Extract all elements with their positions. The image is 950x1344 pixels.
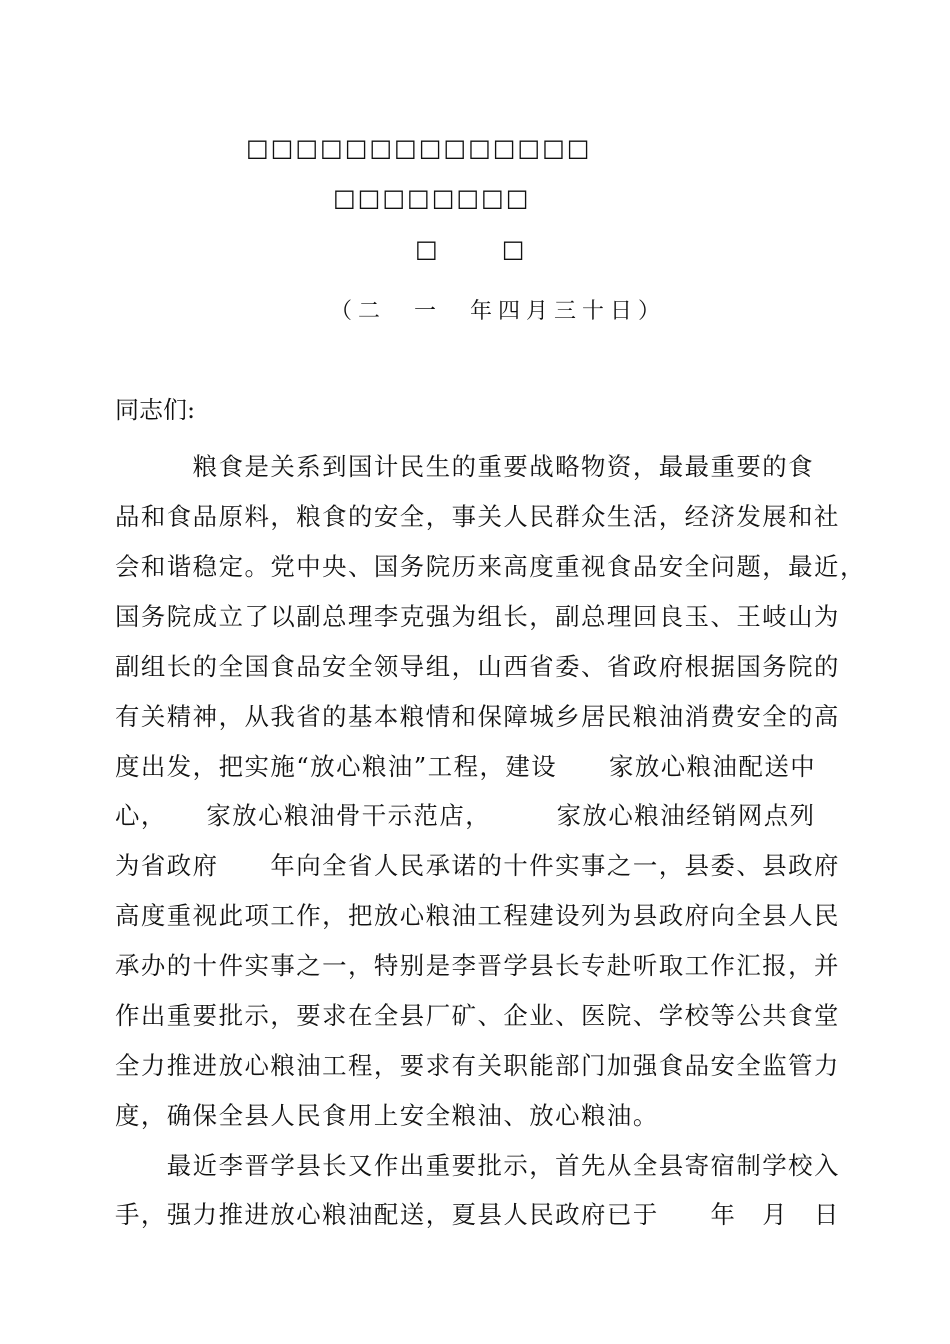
document-title-line-2: □□□□□□□□ xyxy=(333,184,531,212)
paragraph-1-line: 作出重要批示，要求在全县厂矿、企业、医院、学校等公共食堂 xyxy=(115,1001,840,1030)
paragraph-1-line: 心， 家放心粮油骨干示范店， 家放心粮油经销网点列 xyxy=(115,801,816,830)
paragraph-1-line: 度，确保全县人民食用上安全粮油、放心粮油。 xyxy=(115,1101,659,1130)
paragraph-1-line: 高度重视此项工作，把放心粮油工程建设列为县政府向全县人民 xyxy=(115,901,840,930)
paragraph-1-line: 度出发，把实施“放心粮油”工程，建设 家放心粮油配送中 xyxy=(115,752,817,781)
salutation: 同志们: xyxy=(115,396,196,424)
speaker-name xyxy=(415,235,526,263)
paragraph-1-line: 粮食是关系到国计民生的重要战略物资，最最重要的食 xyxy=(115,452,815,481)
paragraph-1-line: 承办的十件实事之一，特别是李晋学县长专赴听取工作汇报，并 xyxy=(115,951,840,980)
paragraph-1-line: 为省政府 年向全省人民承诺的十件实事之一，县委、县政府 xyxy=(115,851,840,880)
paragraph-1-line: 有关精神，从我省的基本粮情和保障城乡居民粮油消费安全的高 xyxy=(115,702,840,731)
document-title-line-1: □□□□□□□□□□□□□□ xyxy=(246,134,592,162)
paragraph-1-line: 品和食品原料，粮食的安全，事关人民群众生活，经济发展和社 xyxy=(115,502,840,531)
speech-date: （二 一 年四月三十日） xyxy=(330,299,667,324)
paragraph-1-line: 国务院成立了以副总理李克强为组长，副总理回良玉、王岐山为 xyxy=(115,602,840,631)
paragraph-2-line: 最近李晋学县长又作出重要批示，首先从全县寄宿制学校入 xyxy=(115,1151,840,1180)
paragraph-1-line: 全力推进放心粮油工程，要求有关职能部门加强食品安全监管力 xyxy=(115,1051,840,1080)
speaker-name-char-2: □ xyxy=(501,235,527,263)
speaker-name-char-1: □ xyxy=(415,235,440,263)
paragraph-2-line: 手，强力推进放心粮油配送，夏县人民政府已于 年 月 日 xyxy=(115,1200,840,1229)
paragraph-1-line: 副组长的全国食品安全领导组，山西省委、省政府根据国务院的 xyxy=(115,652,840,681)
paragraph-1-line: 会和谐稳定。党中央、国务院历来高度重视食品安全问题，最近， xyxy=(115,552,866,581)
